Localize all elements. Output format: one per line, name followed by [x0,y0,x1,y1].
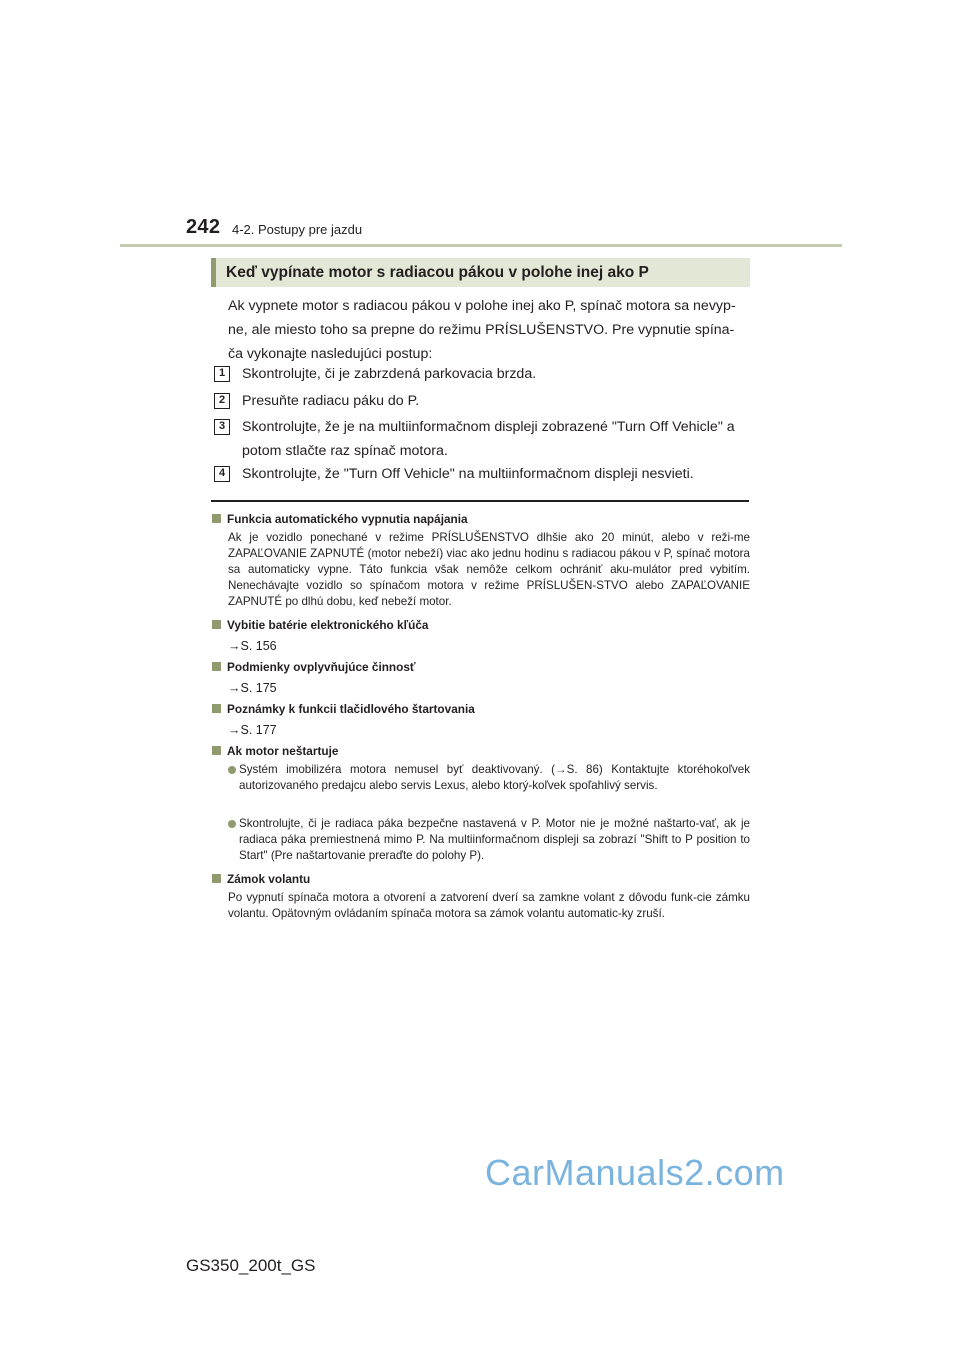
list-item [228,816,750,864]
note-title: Funkcia automatického vypnutia napájania [227,512,468,526]
section-divider [211,500,749,502]
step-text: Skontrolujte, že "Turn Off Vehicle" na multiinformačnom displeji nesvieti. [242,466,694,482]
note-heading [212,743,338,759]
note-heading [212,659,416,675]
bullet-text: Systém imobilizéra motora nemusel byť deaktivovaný. (→S. 86) Kontaktujte ktoréhokoľvek autorizovaného predajcu alebo servis Lexus, alebo ktorý-koľvek spoľahlivý servis. [239,763,750,792]
note-heading [212,617,428,633]
section-title: 4-2. Postupy pre jazdu [232,222,363,237]
square-bullet-icon [212,746,221,755]
page-reference: →S. 177 [228,723,277,737]
step-number-badge: 3 [214,419,230,435]
procedure-box-title: Keď vypínate motor s radiacou pákou v polohe inej ako P [211,258,750,287]
note-heading [212,511,468,527]
square-bullet-icon [212,514,221,523]
header-rule [120,244,842,247]
page-reference: →S. 156 [228,639,277,653]
note-title: Zámok volantu [227,872,311,886]
procedure-step [214,362,754,386]
page-reference: →S. 175 [228,681,277,695]
square-bullet-icon [212,874,221,883]
note-body: Po vypnutí spínača motora a otvorení a zatvorení dverí sa zamkne volant z dôvodu funk-cie zámku volantu. Opätovným ovládaním spínača motora sa zámok volantu automatic-ky zruší. [228,891,750,920]
list-item [228,762,750,794]
note-title: Vybitie batérie elektronického kľúča [227,618,429,632]
procedure-intro: Ak vypnete motor s radiacou pákou v polohe inej ako P, spínač motora sa nevyp-ne, ale miesto toho sa prepne do režimu PRÍSLUŠENSTVO. Pre vypnutie spína-ča vykonajte nasledujúci postup: [228,298,736,362]
note-title: Poznámky k funkcii tlačidlového štartovania [227,702,475,716]
bullet-text: Skontrolujte, či je radiaca páka bezpečne nastavená v P. Motor nie je možné naštarto-vať, ak je radiaca páka premiestnená mimo P. Na multiinformačnom displeji sa zobrazí "Shift to P position to Start" (Pre naštartovanie preraďte do polohy P). [239,817,750,862]
step-text: Skontrolujte, či je zabrzdená parkovacia brzda. [242,366,537,382]
procedure-step [214,462,754,486]
page-number: 242 [186,216,221,238]
procedure-step [214,415,754,463]
procedure-step [214,389,754,413]
step-number-badge: 4 [214,466,230,482]
step-number-badge: 2 [214,393,230,409]
note-title: Ak motor neštartuje [227,744,339,758]
circle-bullet-icon [228,766,236,774]
footer-model-code: GS350_200t_GS [186,1256,316,1275]
note-title: Podmienky ovplyvňujúce činnosť [227,660,416,674]
square-bullet-icon [212,704,221,713]
square-bullet-icon [212,620,221,629]
watermark-logo: CarManuals2.com [485,1152,785,1193]
step-text: Presuňte radiacu páku do P. [242,393,420,409]
step-text: Skontrolujte, že je na multiinformačnom displeji zobrazené "Turn Off Vehicle" a potom stlačte raz spínač motora. [242,419,735,459]
step-number-badge: 1 [214,366,230,382]
note-heading [212,871,310,887]
note-heading [212,701,475,717]
square-bullet-icon [212,662,221,671]
note-body: Ak je vozidlo ponechané v režime PRÍSLUŠENSTVO dlhšie ako 20 minút, alebo v reži-me ZAPAĽOVANIE ZAPNUTÉ (motor nebeží) viac ako jednu hodinu s radiacou pákou v P, spínač motora sa automaticky vypne. Táto funkcia však nemôže celkom ochrániť aku-mulátor pred vybitím. Nenechávajte vozidlo so spínačom motora v režime PRÍSLUŠEN-STVO alebo ZAPAĽOVANIE ZAPNUTÉ po dlhú dobu, keď nebeží motor. [228,531,750,608]
circle-bullet-icon [228,820,236,828]
